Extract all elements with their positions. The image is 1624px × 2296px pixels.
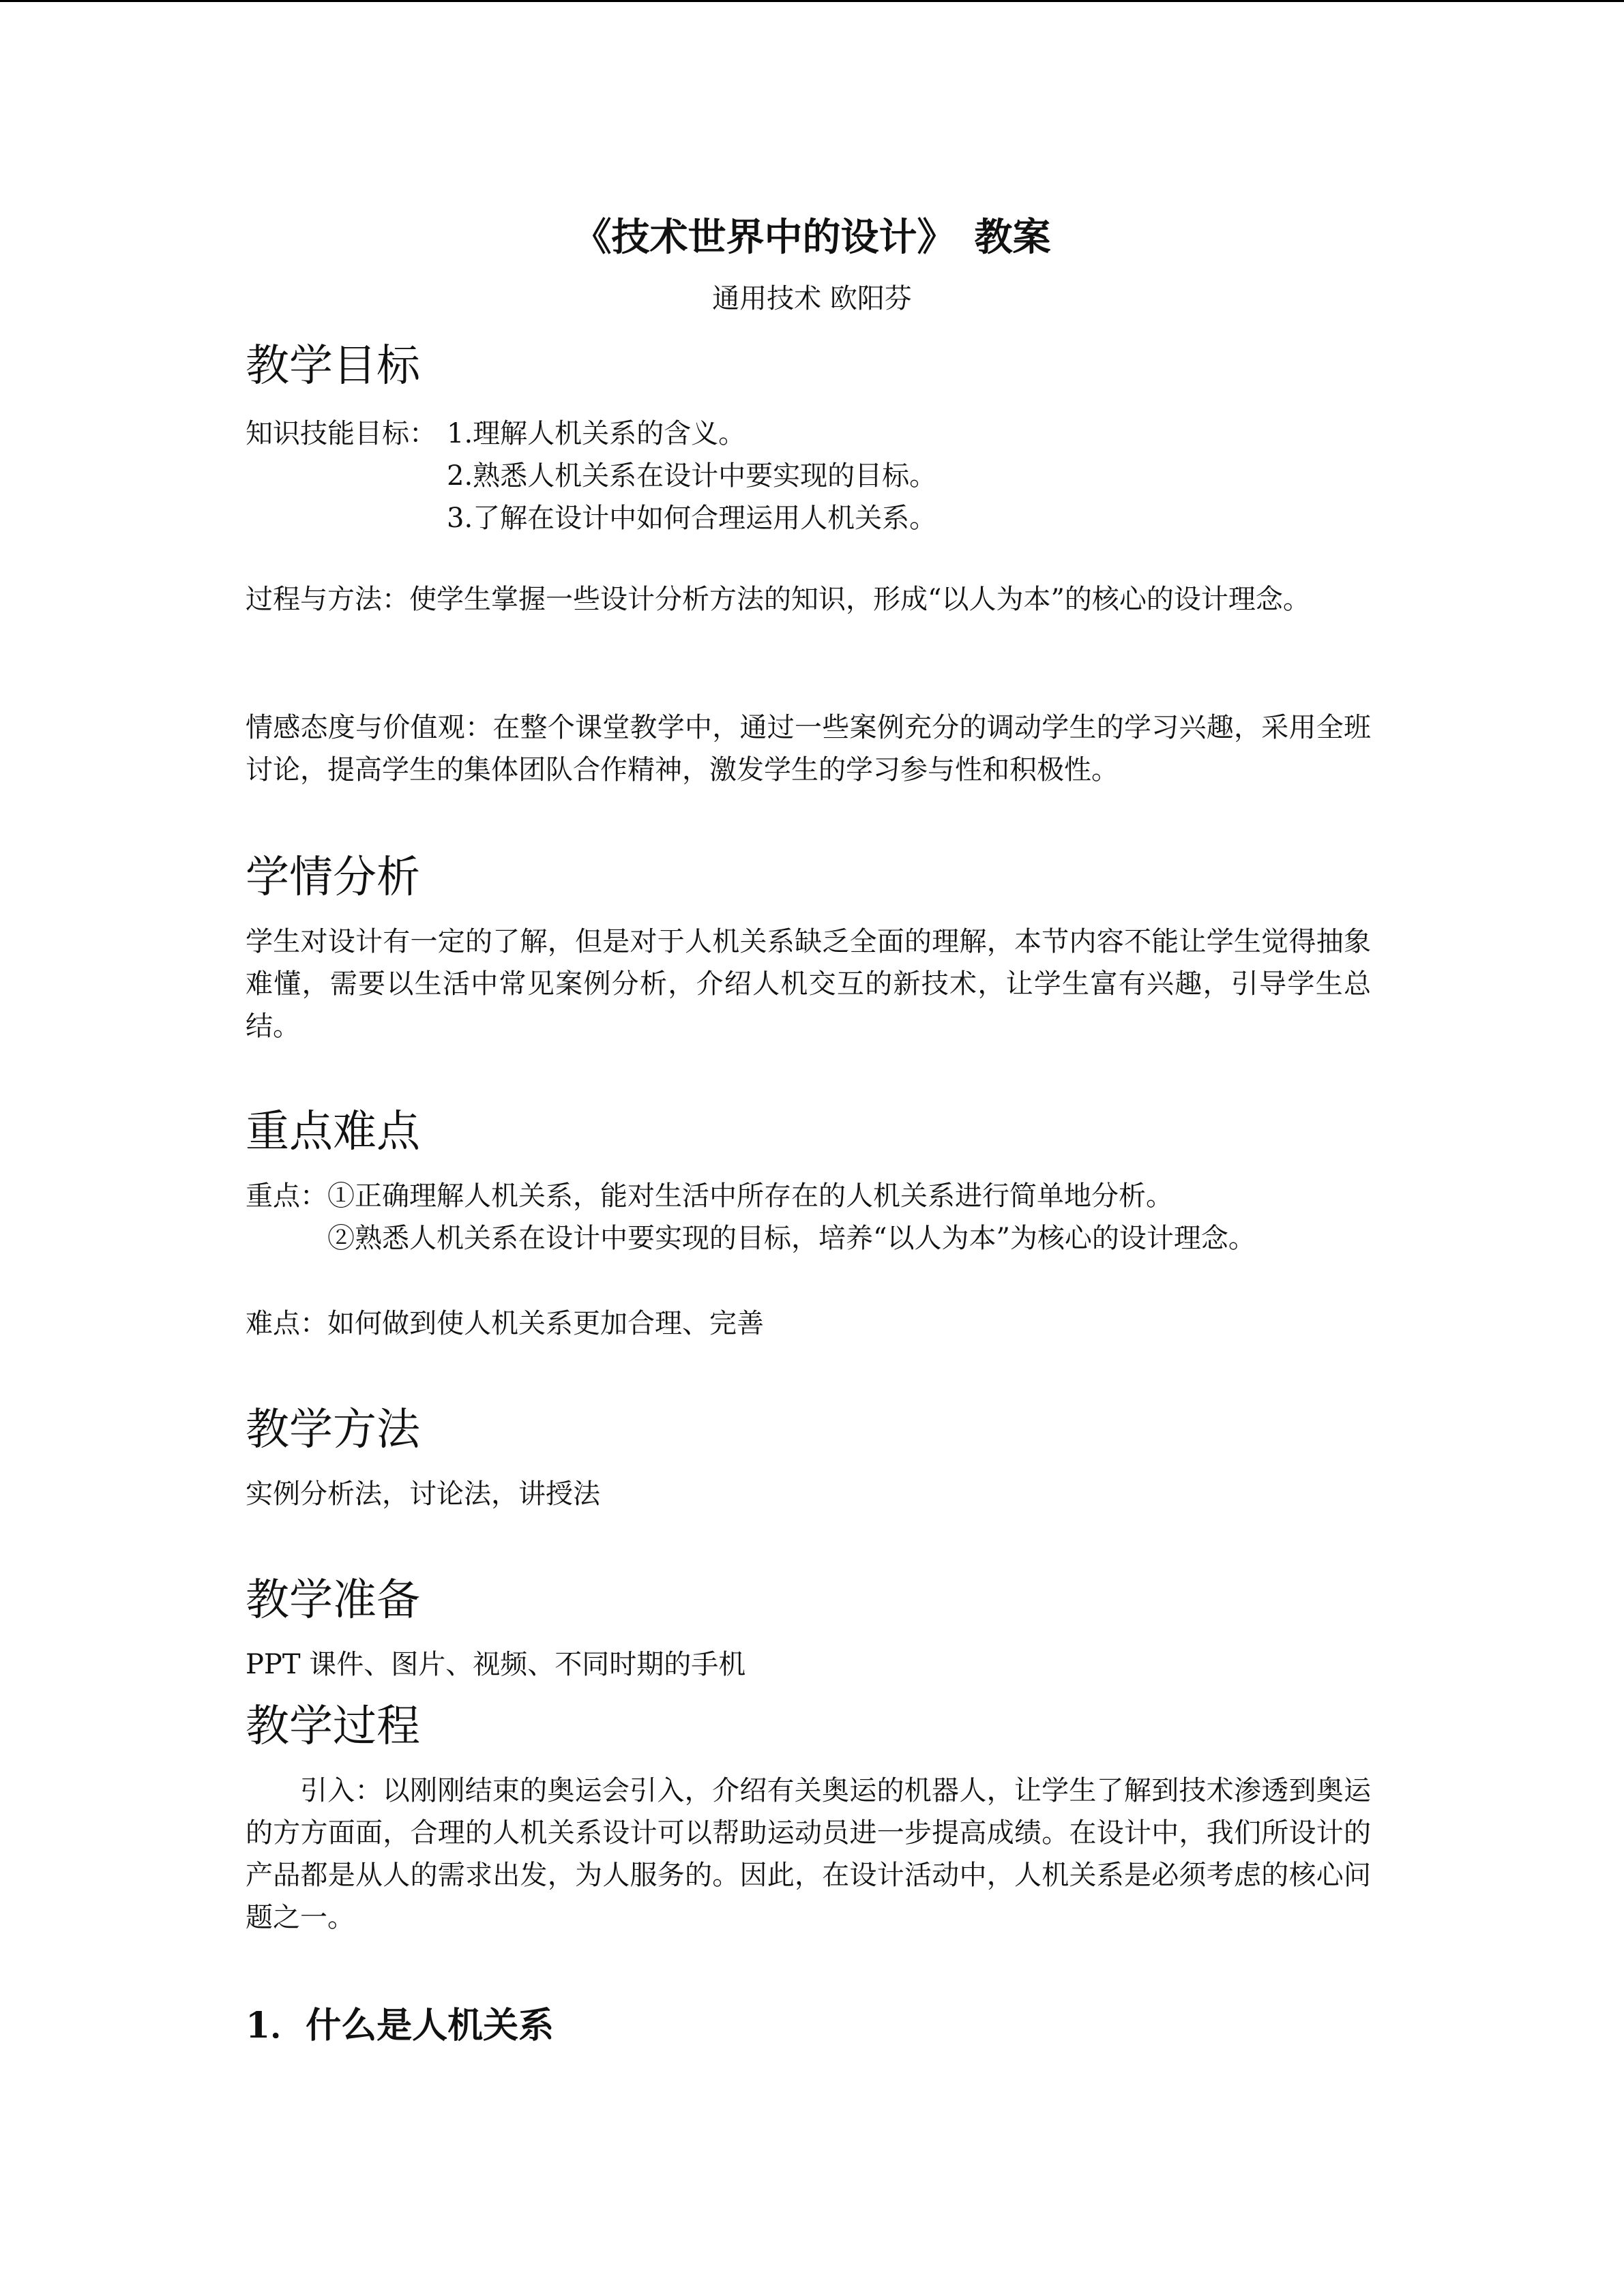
key-point-2: ②熟悉人机关系在设计中要实现的目标，培养“以人为本”为核心的设计理念。	[327, 1223, 1256, 1254]
methods-text: 实例分析法，讨论法，讲授法	[246, 1478, 600, 1510]
key-label: 重点：	[246, 1180, 327, 1212]
process-method-paragraph: 过程与方法：使学生掌握一些设计分析方法的知识，形成“以人为本”的核心的设计理念。	[246, 584, 1310, 615]
analysis-paragraph: 学生对设计有一定的了解，但是对于人机关系缺乏全面的理解，本节内容不能让学生觉得抽象难懂，需要以生活中常见案例分析，介绍人机交互的新技术，让学生富有兴趣，引导学生总结。	[246, 926, 1371, 1042]
document-author: 通用技术 欧阳芬	[712, 283, 912, 314]
key-point-1: ①正确理解人机关系，能对生活中所存在的人机关系进行简单地分析。	[327, 1180, 1173, 1212]
knowledge-item-2: 2.熟悉人机关系在设计中要实现的目标。	[447, 460, 937, 492]
knowledge-item-3: 3.了解在设计中如何合理运用人机关系。	[447, 503, 937, 534]
section-1-heading: 1．什么是人机关系	[246, 2005, 555, 2046]
heading-process: 教学过程	[246, 1701, 420, 1752]
heading-analysis: 学情分析	[246, 852, 420, 903]
document-title: 《技术世界中的设计》 教案	[573, 215, 1051, 260]
heading-key-points: 重点难点	[246, 1107, 420, 1157]
heading-methods: 教学方法	[246, 1405, 420, 1455]
preparation-text: PPT 课件、图片、视频、不同时期的手机	[246, 1649, 746, 1680]
knowledge-item-1: 1.理解人机关系的含义。	[447, 418, 746, 449]
knowledge-label: 知识技能目标：	[246, 418, 437, 449]
difficult-point: 难点：如何做到使人机关系更加合理、完善	[246, 1308, 764, 1339]
heading-objectives: 教学目标	[246, 341, 420, 391]
emotion-paragraph: 情感态度与价值观：在整个课堂教学中，通过一些案例充分的调动学生的学习兴趣，采用全班讨论，提高学生的集体团队合作精神，激发学生的学习参与性和积极性。	[246, 712, 1371, 786]
intro-paragraph: 引入：以刚刚结束的奥运会引入，介绍有关奥运的机器人，让学生了解到技术渗透到奥运的方方面面，合理的人机关系设计可以帮助运动员进一步提高成绩。在设计中，我们所设计的产品都是从人的需求出发，为人服务的。因此，在设计活动中，人机关系是必须考虑的核心问题之一。	[246, 1775, 1371, 1933]
heading-preparation: 教学准备	[246, 1575, 420, 1626]
